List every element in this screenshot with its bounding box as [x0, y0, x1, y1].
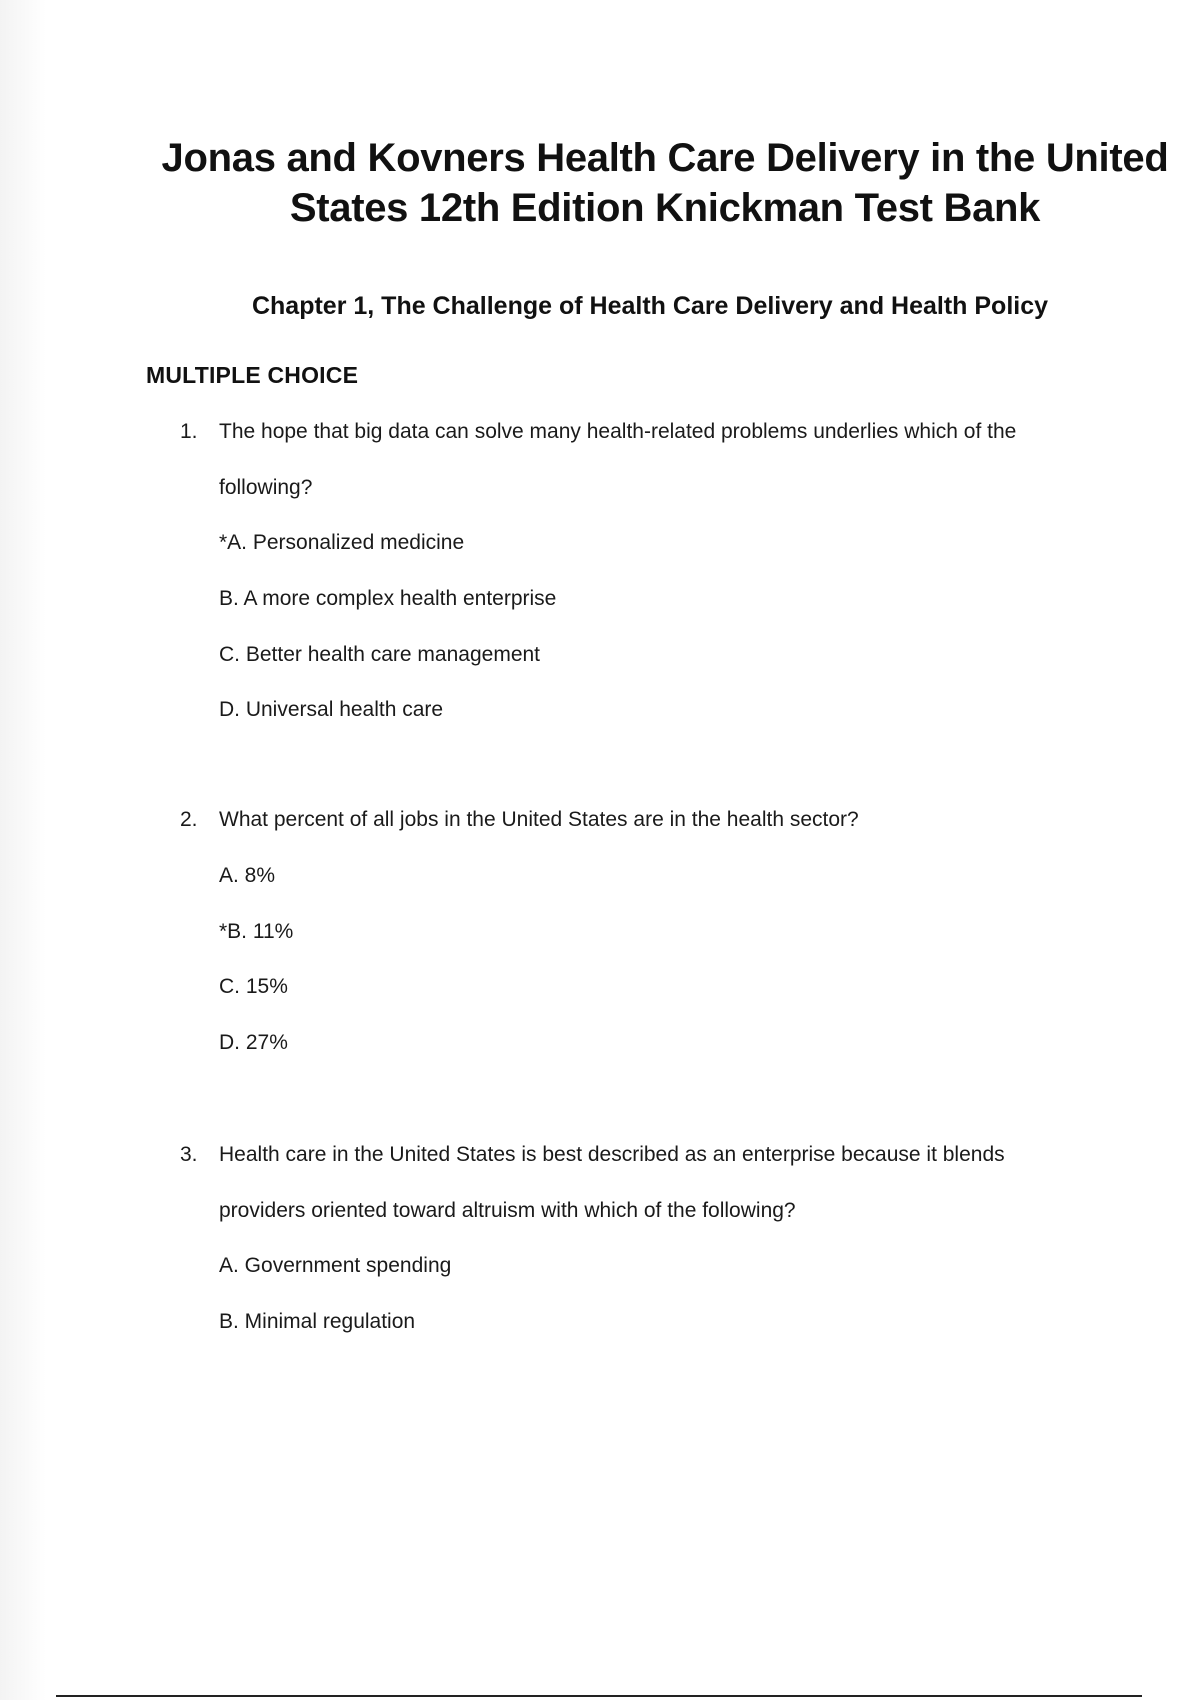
section-heading: MULTIPLE CHOICE — [146, 362, 359, 388]
answer-choice: *A. Personalized medicine — [219, 531, 465, 554]
answer-choice: D. Universal health care — [219, 698, 444, 721]
question-number: 2. — [180, 808, 198, 831]
answer-choice: B. A more complex health enterprise — [219, 587, 557, 610]
answer-choice: C. 15% — [219, 975, 288, 998]
question-stem: The hope that big data can solve many health-related problems underlies which of the following? — [219, 420, 1017, 499]
document-title: Jonas and Kovners Health Care Delivery in the United States 12th Edition Knickman Test Bank — [161, 136, 1169, 230]
answer-choice: B. Minimal regulation — [219, 1310, 416, 1333]
answer-choice: C. Better health care management — [219, 643, 541, 666]
question-stem: What percent of all jobs in the United States are in the health sector? — [219, 808, 859, 831]
question-number: 3. — [180, 1143, 198, 1166]
chapter-heading: Chapter 1, The Challenge of Health Care Delivery and Health Policy — [251, 292, 1049, 320]
question-number: 1. — [180, 420, 198, 443]
answer-choice: A. 8% — [219, 864, 276, 887]
page-bottom-rule — [56, 1695, 1142, 1697]
page-edge-shadow — [0, 0, 46, 1700]
answer-choice: A. Government spending — [219, 1254, 452, 1277]
answer-choice: D. 27% — [219, 1031, 288, 1054]
question-stem: Health care in the United States is best described as an enterprise because it blends providers oriented toward altruism with which of the following? — [219, 1143, 1005, 1222]
answer-choice: *B. 11% — [219, 920, 294, 943]
